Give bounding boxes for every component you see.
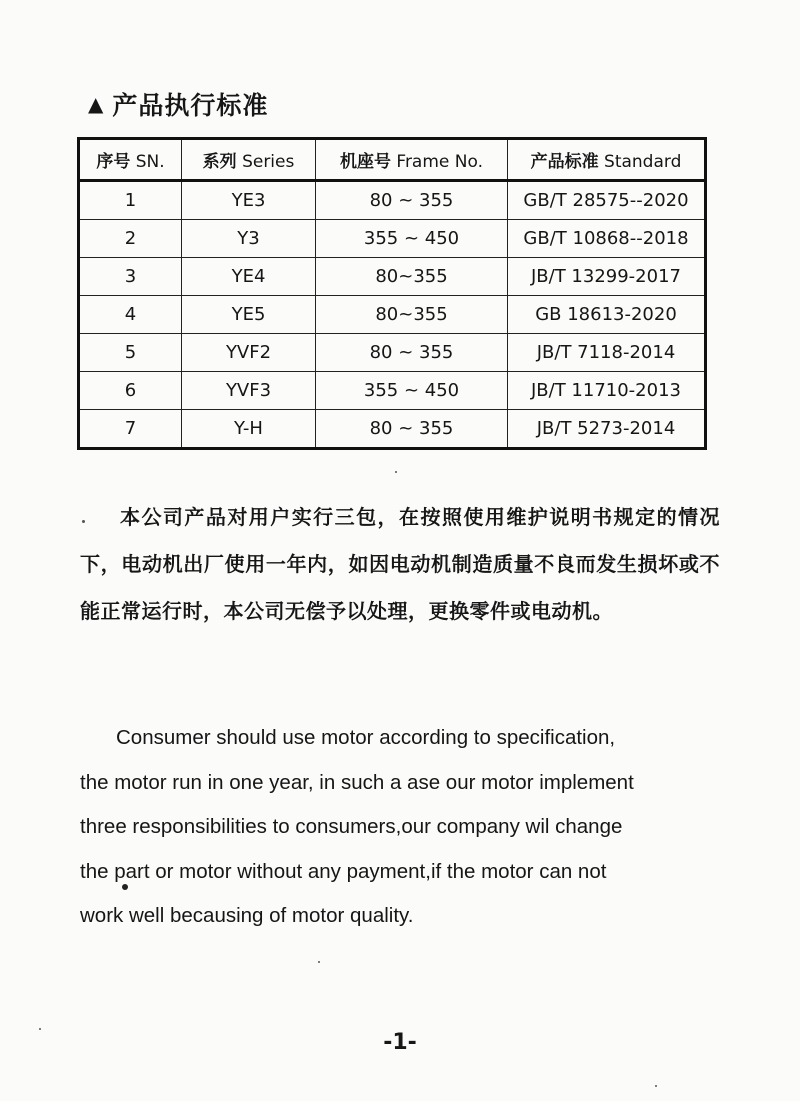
scan-speck [82, 520, 85, 523]
cell-series: Y3 [182, 220, 316, 258]
header-frame-en: Frame No. [396, 152, 483, 172]
cell-standard: JB/T 5273-2014 [508, 410, 706, 449]
table-row [79, 296, 706, 334]
table-row [79, 181, 706, 220]
header-series-zh: 系列 [202, 152, 237, 172]
cell-standard: JB/T 7118-2014 [508, 334, 706, 372]
cell-sn: 7 [79, 410, 182, 449]
cell-series: YVF3 [182, 372, 316, 410]
header-series [182, 139, 316, 181]
header-standard [508, 139, 706, 181]
scan-speck [122, 884, 128, 890]
warranty-paragraph-chinese: 本公司产品对用户实行三包，在按照使用维护说明书规定的情况下，电动机出厂使用一年内，如因电动机制造质量不良而发生损坏或不能正常运行时，本公司无偿予以处理，更换零件或电动机。 [80, 505, 720, 623]
triangle-icon: ▲ [88, 92, 105, 116]
section-title-text: 产品执行标准 [112, 91, 269, 120]
header-standard-zh: 产品标准 [530, 152, 599, 172]
scan-speck [318, 961, 320, 963]
cell-series: YVF2 [182, 334, 316, 372]
header-standard-en: Standard [604, 152, 682, 172]
cell-frame: 80~355 [316, 296, 508, 334]
header-sn [79, 139, 182, 181]
english-line: the motor run in one year, in such a ase our motor implement [80, 770, 634, 794]
english-line: work well becausing of motor quality. [80, 904, 414, 927]
table-row [79, 410, 706, 449]
cell-frame: 355 ~ 450 [316, 372, 508, 410]
cell-frame: 355 ~ 450 [316, 220, 508, 258]
cell-standard: GB/T 28575--2020 [508, 181, 706, 220]
cell-standard: GB 18613-2020 [508, 296, 706, 334]
cell-frame: 80 ~ 355 [316, 410, 508, 449]
cell-sn: 1 [79, 181, 182, 220]
cell-standard: GB/T 10868--2018 [508, 220, 706, 258]
header-sn-en: SN. [135, 152, 165, 172]
cell-frame: 80 ~ 355 [316, 181, 508, 220]
english-line: Consumer should use motor according to specification, [116, 726, 616, 749]
header-sn-zh: 序号 [96, 152, 131, 172]
standards-table [77, 137, 707, 450]
scan-speck [395, 471, 397, 473]
cell-frame: 80 ~ 355 [316, 334, 508, 372]
warranty-paragraph-english [80, 716, 720, 939]
page-number: -1- [383, 1030, 417, 1055]
header-frame-zh: 机座号 [340, 152, 391, 172]
cell-sn: 3 [79, 258, 182, 296]
cell-standard: JB/T 13299-2017 [508, 258, 706, 296]
table-row [79, 258, 706, 296]
table-row [79, 334, 706, 372]
english-line: three responsibilities to consumers,our company wil change [80, 815, 623, 838]
cell-series: Y-H [182, 410, 316, 449]
cell-series: YE4 [182, 258, 316, 296]
cell-series: YE3 [182, 181, 316, 220]
header-frame [316, 139, 508, 181]
cell-series: YE5 [182, 296, 316, 334]
cell-sn: 4 [79, 296, 182, 334]
section-title [88, 86, 268, 122]
cell-standard: JB/T 11710-2013 [508, 372, 706, 410]
scan-speck [655, 1085, 657, 1087]
table-header-row [79, 139, 706, 181]
cell-sn: 2 [79, 220, 182, 258]
table-row [79, 220, 706, 258]
cell-frame: 80~355 [316, 258, 508, 296]
header-series-en: Series [242, 152, 295, 172]
english-line: the part or motor without any payment,if the motor can not [80, 859, 607, 883]
scan-speck [39, 1028, 41, 1030]
table-row [79, 372, 706, 410]
cell-sn: 5 [79, 334, 182, 372]
cell-sn: 6 [79, 372, 182, 410]
